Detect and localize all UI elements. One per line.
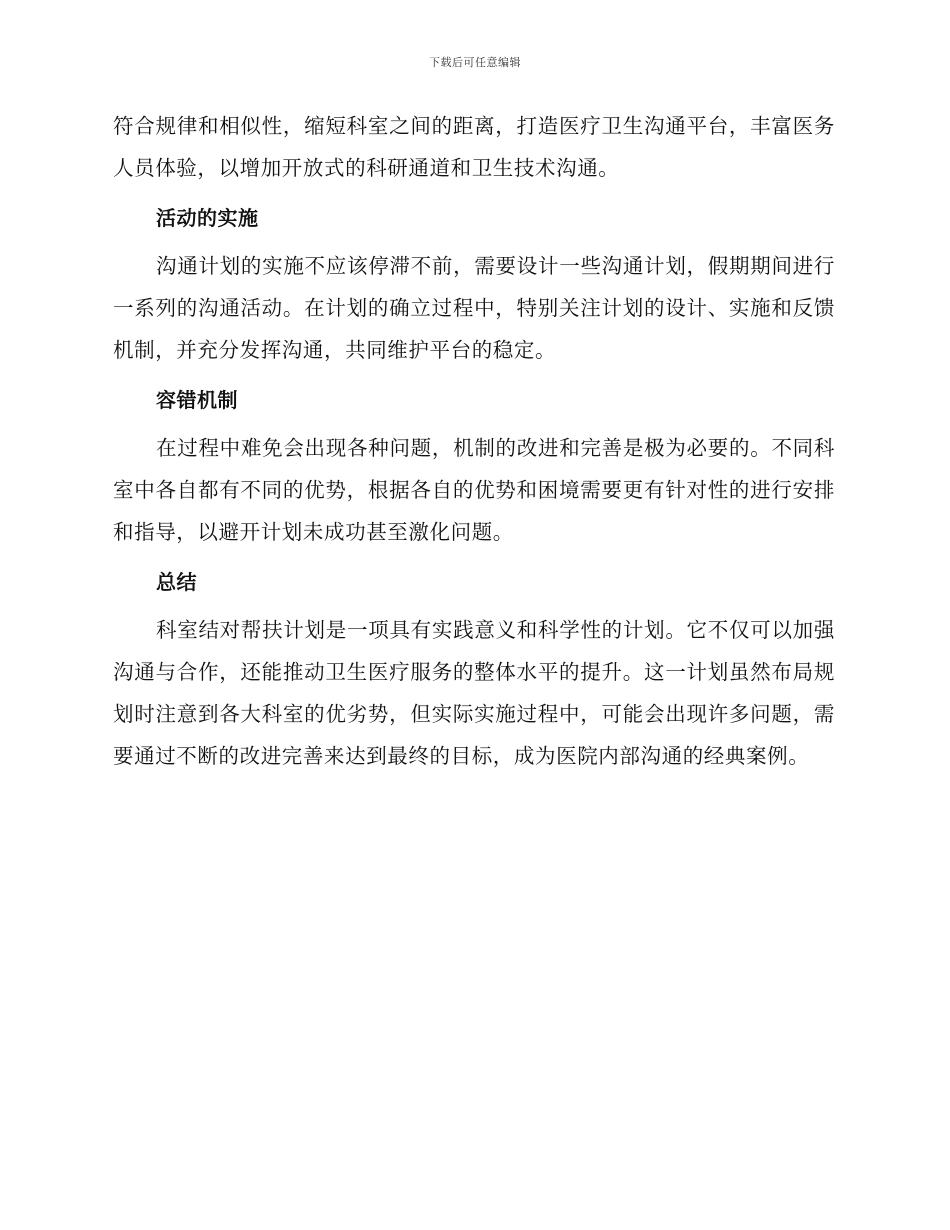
document-body: [113, 105, 835, 785]
paragraph-summary: 科室结对帮扶计划是一项具有实践意义和科学性的计划。它不仅可以加强沟通与合作，还能推动卫生医疗服务的整体水平的提升。这一计划虽然布局规划时注意到各大科室的优劣势，但实际实施过程中，可能会出现许多问题，需要通过不断的改进完善来达到最终的目标，成为医院内部沟通的经典案例。: [113, 618, 835, 768]
page-header: 下载后可任意编辑: [429, 56, 521, 69]
paragraph-intro-continued: 符合规律和相似性，缩短科室之间的距离，打造医疗卫生沟通平台，丰富医务人员体验，以增加开放式的科研通道和卫生技术沟通。: [113, 114, 835, 180]
section-heading-fault-tolerance: 容错机制: [156, 388, 238, 412]
section-heading-summary: 总结: [156, 570, 197, 594]
paragraph-fault-tolerance: 在过程中难免会出现各种问题，机制的改进和完善是极为必要的。不同科室中各自都有不同的优势，根据各自的优势和困境需要更有针对性的进行安排和指导，以避开计划未成功甚至激化问题。: [113, 436, 835, 544]
paragraph-implementation: 沟通计划的实施不应该停滞不前，需要设计一些沟通计划，假期期间进行一系列的沟通活动。在计划的确立过程中，特别关注计划的设计、实施和反馈机制，并充分发挥沟通，共同维护平台的稳定。: [113, 254, 835, 362]
section-heading-implementation: 活动的实施: [156, 206, 259, 230]
